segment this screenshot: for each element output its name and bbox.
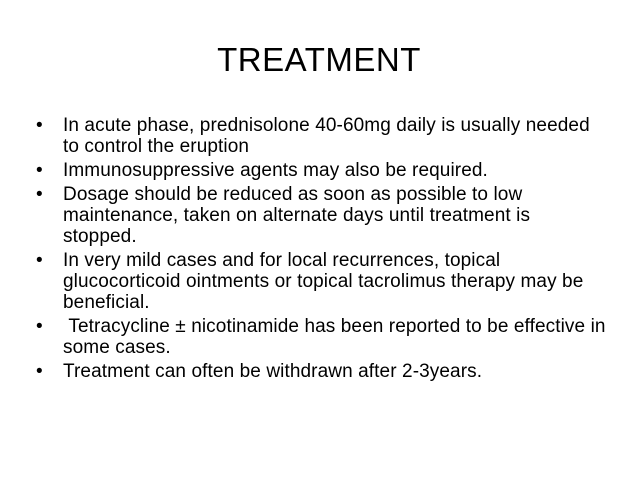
bullet-text: In acute phase, prednisolone 40-60mg daily is usually needed to control the eruption <box>63 115 596 157</box>
bullet-text: Immunosuppressive agents may also be required. <box>63 160 488 181</box>
bullet-icon: • <box>36 361 43 382</box>
bullet-text: Treatment can often be withdrawn after 2-3years. <box>63 361 483 382</box>
bullet-text: Dosage should be reduced as soon as possible to low maintenance, taken on alternate days until treatment is stopped. <box>63 184 536 247</box>
bullet-item <box>36 115 608 157</box>
bullet-item <box>36 316 611 358</box>
bullet-item <box>36 160 608 181</box>
bullet-icon: • <box>36 115 43 136</box>
bullet-icon: • <box>36 184 43 205</box>
bullet-icon: • <box>36 160 43 181</box>
bullet-item <box>36 184 608 247</box>
bullet-text: In very mild cases and for local recurrences, topical glucocorticoid ointments or topical tacrolimus therapy may be beneficial. <box>63 250 589 313</box>
bullet-icon: • <box>36 316 43 337</box>
bullet-item <box>36 250 608 313</box>
bullet-item <box>36 361 608 382</box>
slide-title: TREATMENT <box>217 41 421 78</box>
bullet-list <box>36 115 611 385</box>
bullet-text: Tetracycline ± nicotinamide has been reported to be effective in some cases. <box>63 316 611 358</box>
bullet-icon: • <box>36 250 43 271</box>
